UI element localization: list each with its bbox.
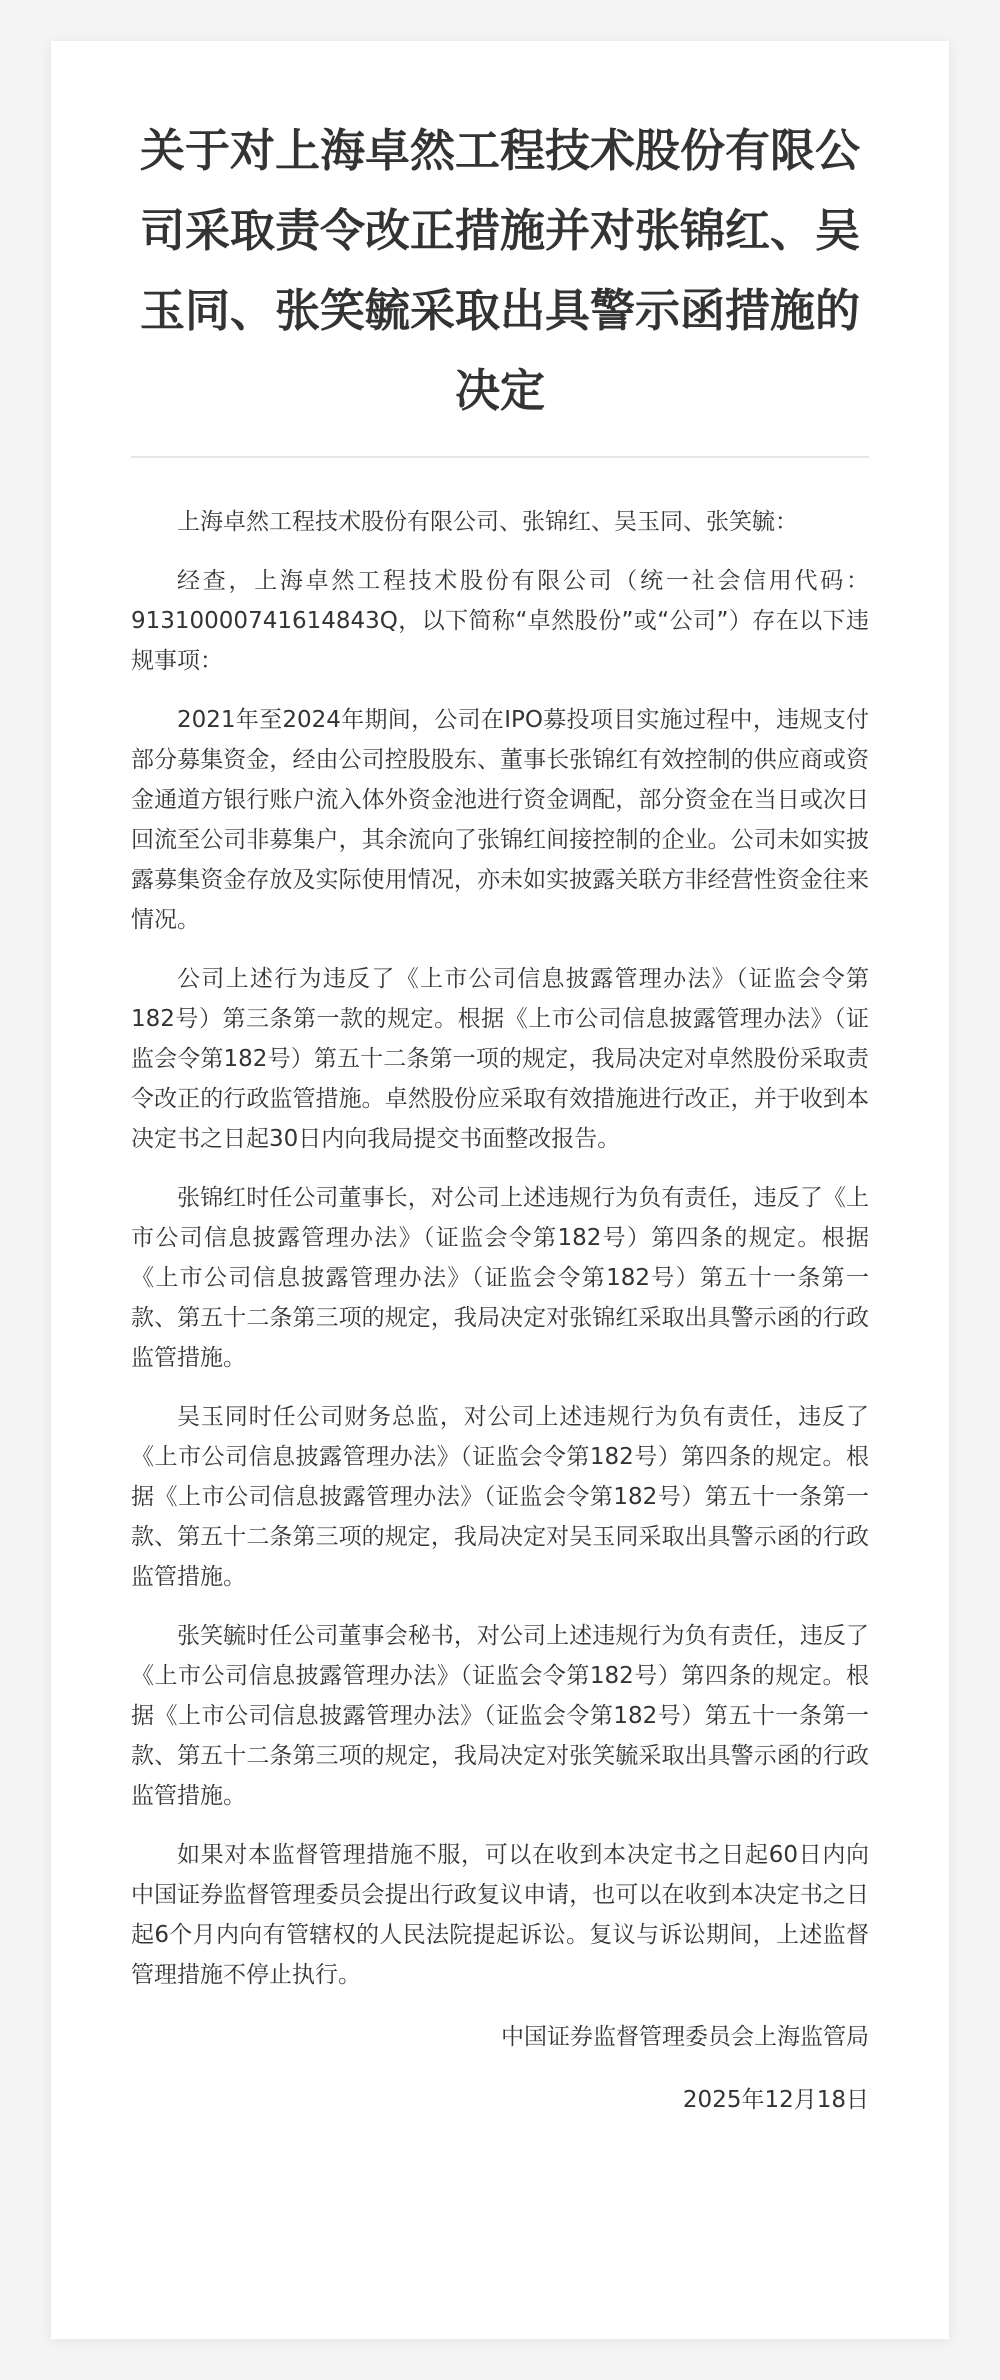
findings-intro-paragraph: 经查，上海卓然工程技术股份有限公司（统一社会信用代码：91310000741614843Q，以下简称“卓然股份”或“公司”）存在以下违规事项： xyxy=(131,568,869,674)
document-body xyxy=(131,502,869,2120)
document-card xyxy=(51,41,949,2339)
issue-date: 2025年12月18日 xyxy=(682,2087,869,2113)
secretary-measure-paragraph: 张笑毓时任公司董事会秘书，对公司上述违规行为负有责任，违反了《上市公司信息披露管理办法》（证监会令第182号）第四条的规定。根据《上市公司信息披露管理办法》（证监会令第182号）第五十一条第一款、第五十二条第三项的规定，我局决定对张笑毓采取出具警示函的行政监管措施。 xyxy=(131,1623,869,1809)
chairman-measure-paragraph: 张锦红时任公司董事长，对公司上述违规行为负有责任，违反了《上市公司信息披露管理办法》（证监会令第182号）第四条的规定。根据《上市公司信息披露管理办法》（证监会令第182号）第五十一条第一款、第五十二条第三项的规定，我局决定对张锦红采取出具警示函的行政监管措施。 xyxy=(131,1185,869,1371)
appeal-rights-paragraph: 如果对本监督管理措施不服，可以在收到本决定书之日起60日内向中国证券监督管理委员会提出行政复议申请，也可以在收到本决定书之日起6个月内向有管辖权的人民法院提起诉讼。复议与诉讼期间，上述监督管理措施不停止执行。 xyxy=(131,1842,869,1988)
company-measure-paragraph: 公司上述行为违反了《上市公司信息披露管理办法》（证监会令第182号）第三条第一款的规定。根据《上市公司信息披露管理办法》（证监会令第182号）第五十二条第一项的规定，我局决定对卓然股份采取责令改正的行政监管措施。卓然股份应采取有效措施进行改正，并于收到本决定书之日起30日内向我局提交书面整改报告。 xyxy=(131,966,869,1152)
cfo-measure-paragraph: 吴玉同时任公司财务总监，对公司上述违规行为负有责任，违反了《上市公司信息披露管理办法》（证监会令第182号）第四条的规定。根据《上市公司信息披露管理办法》（证监会令第182号）第五十一条第一款、第五十二条第三项的规定，我局决定对吴玉同采取出具警示函的行政监管措施。 xyxy=(131,1404,869,1590)
title-divider xyxy=(131,456,869,458)
document-title: 关于对上海卓然工程技术股份有限公司采取责令改正措施并对张锦红、吴玉同、张笑毓采取出具警示函措施的决定 xyxy=(139,124,860,417)
issuer-signature: 中国证券监督管理委员会上海监管局 xyxy=(501,2024,869,2050)
addressee-paragraph: 上海卓然工程技术股份有限公司、张锦红、吴玉同、张笑毓： xyxy=(177,509,798,535)
violation-details-paragraph: 2021年至2024年期间，公司在IPO募投项目实施过程中，违规支付部分募集资金，经由公司控股股东、董事长张锦红有效控制的供应商或资金通道方银行账户流入体外资金池进行资金调配，部分资金在当日或次日回流至公司非募集户，其余流向了张锦红间接控制的企业。公司未如实披露募集资金存放及实际使用情况，亦未如实披露关联方非经营性资金往来情况。 xyxy=(131,707,869,933)
